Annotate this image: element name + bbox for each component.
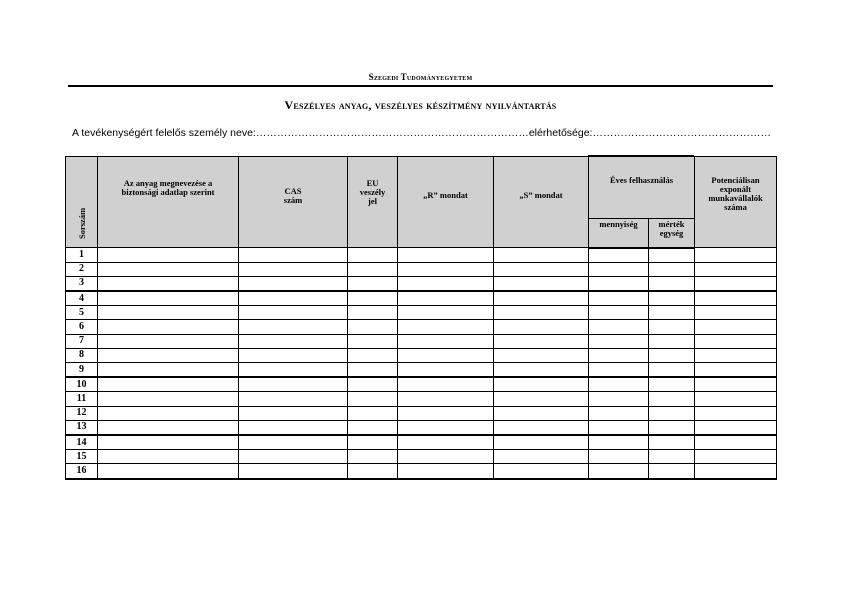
exposed-workers-cell[interactable]	[695, 450, 777, 464]
row-number: 7	[66, 334, 98, 348]
s-phrase-cell[interactable]	[494, 291, 589, 306]
substance-name-cell[interactable]	[98, 334, 239, 348]
unit-cell[interactable]	[649, 377, 695, 392]
row-number: 11	[66, 392, 98, 406]
eu-hazard-cell[interactable]	[348, 320, 398, 334]
unit-cell[interactable]	[649, 291, 695, 306]
exposed-workers-header-label: Potenciálisan exponált munkavállalók száma	[708, 175, 763, 212]
substance-name-cell[interactable]	[98, 348, 239, 362]
s-phrase-cell[interactable]	[494, 363, 589, 378]
cas-column-header	[239, 157, 348, 248]
exposed-workers-cell[interactable]	[695, 320, 777, 334]
r-phrase-header-label: „R” mondat	[423, 190, 468, 200]
eu-hazard-cell[interactable]	[348, 392, 398, 406]
r-phrase-cell[interactable]	[398, 276, 494, 291]
quantity-column-header	[589, 219, 649, 248]
s-phrase-cell[interactable]	[494, 464, 589, 479]
cas-cell[interactable]	[239, 248, 348, 263]
cas-cell[interactable]	[239, 320, 348, 334]
r-phrase-column-header	[398, 157, 494, 248]
unit-header-label: mérték egység	[658, 219, 685, 239]
r-phrase-cell[interactable]	[398, 248, 494, 263]
quantity-cell[interactable]	[589, 276, 649, 291]
s-phrase-cell[interactable]	[494, 262, 589, 276]
table-row	[66, 420, 777, 435]
substance-name-header-label: Az anyag megnevezése a biztonsági adatlap szerint	[121, 178, 215, 197]
cas-cell[interactable]	[239, 276, 348, 291]
r-phrase-cell[interactable]	[398, 348, 494, 362]
serial-column-header	[66, 157, 98, 248]
substance-name-cell[interactable]	[98, 363, 239, 378]
cas-cell[interactable]	[239, 420, 348, 435]
quantity-cell[interactable]	[589, 248, 649, 263]
eu-hazard-cell[interactable]	[348, 406, 398, 420]
eu-hazard-cell[interactable]	[348, 464, 398, 479]
r-phrase-cell[interactable]	[398, 406, 494, 420]
quantity-cell[interactable]	[589, 291, 649, 306]
unit-cell[interactable]	[649, 276, 695, 291]
exposed-workers-cell[interactable]	[695, 248, 777, 263]
unit-cell[interactable]	[649, 248, 695, 263]
r-phrase-cell[interactable]	[398, 464, 494, 479]
r-phrase-cell[interactable]	[398, 262, 494, 276]
r-phrase-cell[interactable]	[398, 450, 494, 464]
substance-name-cell[interactable]	[98, 450, 239, 464]
row-number: 16	[66, 464, 98, 479]
eu-hazard-cell[interactable]	[348, 450, 398, 464]
unit-cell[interactable]	[649, 435, 695, 450]
table-row	[66, 248, 777, 263]
exposed-workers-cell[interactable]	[695, 262, 777, 276]
row-number: 1	[66, 248, 98, 263]
quantity-cell[interactable]	[589, 435, 649, 450]
r-phrase-cell[interactable]	[398, 377, 494, 392]
eu-hazard-cell[interactable]	[348, 262, 398, 276]
table-row	[66, 306, 777, 320]
s-phrase-header-label: „S” mondat	[519, 190, 563, 200]
r-phrase-cell[interactable]	[398, 363, 494, 378]
r-phrase-cell[interactable]	[398, 320, 494, 334]
s-phrase-cell[interactable]	[494, 392, 589, 406]
table-row	[66, 262, 777, 276]
cas-cell[interactable]	[239, 262, 348, 276]
quantity-cell[interactable]	[589, 420, 649, 435]
table-row	[66, 334, 777, 348]
cas-cell[interactable]	[239, 464, 348, 479]
quantity-cell[interactable]	[589, 348, 649, 362]
r-phrase-cell[interactable]	[398, 306, 494, 320]
exposed-workers-cell[interactable]	[695, 377, 777, 392]
substance-name-cell[interactable]	[98, 406, 239, 420]
substance-name-cell[interactable]	[98, 262, 239, 276]
cas-cell[interactable]	[239, 392, 348, 406]
row-number: 10	[66, 377, 98, 392]
s-phrase-cell[interactable]	[494, 320, 589, 334]
cas-header-label: CAS szám	[283, 186, 303, 205]
row-number: 2	[66, 262, 98, 276]
substance-name-cell[interactable]	[98, 248, 239, 263]
eu-hazard-cell[interactable]	[348, 377, 398, 392]
substance-name-cell[interactable]	[98, 377, 239, 392]
quantity-cell[interactable]	[589, 464, 649, 479]
table-row	[66, 464, 777, 479]
quantity-header-label: mennyiség	[599, 219, 638, 230]
eu-hazard-cell[interactable]	[348, 291, 398, 306]
table-row	[66, 276, 777, 291]
unit-cell[interactable]	[649, 392, 695, 406]
cas-cell[interactable]	[239, 377, 348, 392]
exposed-workers-cell[interactable]	[695, 348, 777, 362]
cas-cell[interactable]	[239, 363, 348, 378]
exposed-workers-cell[interactable]	[695, 363, 777, 378]
quantity-cell[interactable]	[589, 377, 649, 392]
substance-name-cell[interactable]	[98, 420, 239, 435]
cas-cell[interactable]	[239, 291, 348, 306]
row-number: 14	[66, 435, 98, 450]
r-phrase-cell[interactable]	[398, 420, 494, 435]
eu-hazard-cell[interactable]	[348, 435, 398, 450]
exposed-workers-cell[interactable]	[695, 406, 777, 420]
unit-cell[interactable]	[649, 450, 695, 464]
substance-name-column-header	[98, 157, 239, 248]
eu-hazard-column-header	[348, 157, 398, 248]
unit-column-header	[649, 219, 695, 248]
unit-cell[interactable]	[649, 406, 695, 420]
quantity-cell[interactable]	[589, 334, 649, 348]
unit-cell[interactable]	[649, 262, 695, 276]
eu-hazard-cell[interactable]	[348, 334, 398, 348]
s-phrase-cell[interactable]	[494, 306, 589, 320]
s-phrase-cell[interactable]	[494, 420, 589, 435]
quantity-cell[interactable]	[589, 450, 649, 464]
exposed-workers-cell[interactable]	[695, 306, 777, 320]
s-phrase-cell[interactable]	[494, 334, 589, 348]
r-phrase-cell[interactable]	[398, 334, 494, 348]
substance-name-cell[interactable]	[98, 306, 239, 320]
substance-name-cell[interactable]	[98, 276, 239, 291]
cas-cell[interactable]	[239, 334, 348, 348]
s-phrase-cell[interactable]	[494, 450, 589, 464]
quantity-cell[interactable]	[589, 262, 649, 276]
cas-cell[interactable]	[239, 348, 348, 362]
r-phrase-cell[interactable]	[398, 291, 494, 306]
annual-usage-header-label: Éves felhasználás	[609, 175, 674, 185]
register-body	[66, 248, 777, 479]
table-row	[66, 435, 777, 450]
unit-cell[interactable]	[649, 363, 695, 378]
eu-hazard-cell[interactable]	[348, 248, 398, 263]
hazardous-substance-register-table	[65, 156, 777, 480]
s-phrase-cell[interactable]	[494, 276, 589, 291]
s-phrase-cell[interactable]	[494, 435, 589, 450]
eu-hazard-header-label: EU veszély jel	[359, 178, 386, 206]
cas-cell[interactable]	[239, 306, 348, 320]
s-phrase-cell[interactable]	[494, 348, 589, 362]
exposed-workers-cell[interactable]	[695, 334, 777, 348]
eu-hazard-cell[interactable]	[348, 276, 398, 291]
unit-cell[interactable]	[649, 348, 695, 362]
table-row	[66, 377, 777, 392]
eu-hazard-cell[interactable]	[348, 348, 398, 362]
exposed-workers-cell[interactable]	[695, 435, 777, 450]
substance-name-cell[interactable]	[98, 435, 239, 450]
table-row	[66, 406, 777, 420]
substance-name-cell[interactable]	[98, 320, 239, 334]
table-row	[66, 348, 777, 362]
unit-cell[interactable]	[649, 306, 695, 320]
table-row	[66, 363, 777, 378]
row-number: 12	[66, 406, 98, 420]
table-row	[66, 450, 777, 464]
annual-usage-column-header	[589, 157, 695, 219]
exposed-workers-column-header	[695, 157, 777, 248]
exposed-workers-cell[interactable]	[695, 464, 777, 479]
r-phrase-cell[interactable]	[398, 435, 494, 450]
quantity-cell[interactable]	[589, 363, 649, 378]
exposed-workers-cell[interactable]	[695, 420, 777, 435]
quantity-cell[interactable]	[589, 392, 649, 406]
quantity-cell[interactable]	[589, 306, 649, 320]
s-phrase-cell[interactable]	[494, 377, 589, 392]
header-rule	[68, 85, 773, 87]
substance-name-cell[interactable]	[98, 392, 239, 406]
cas-cell[interactable]	[239, 435, 348, 450]
table-row	[66, 320, 777, 334]
unit-cell[interactable]	[649, 334, 695, 348]
eu-hazard-cell[interactable]	[348, 420, 398, 435]
unit-cell[interactable]	[649, 464, 695, 479]
exposed-workers-cell[interactable]	[695, 291, 777, 306]
s-phrase-cell[interactable]	[494, 406, 589, 420]
cas-cell[interactable]	[239, 406, 348, 420]
row-number: 13	[66, 420, 98, 435]
r-phrase-cell[interactable]	[398, 392, 494, 406]
exposed-workers-cell[interactable]	[695, 392, 777, 406]
document-title: Veszélyes anyag, veszélyes készítmény nyilvántartás	[284, 98, 557, 112]
unit-cell[interactable]	[649, 320, 695, 334]
substance-name-cell[interactable]	[98, 464, 239, 479]
row-number: 15	[66, 450, 98, 464]
row-number: 4	[66, 291, 98, 306]
row-number: 9	[66, 363, 98, 378]
row-number: 8	[66, 348, 98, 362]
table-row	[66, 392, 777, 406]
row-number: 5	[66, 306, 98, 320]
s-phrase-cell[interactable]	[494, 248, 589, 263]
eu-hazard-cell[interactable]	[348, 306, 398, 320]
row-number: 6	[66, 320, 98, 334]
serial-header-label: Sorszám	[76, 207, 87, 239]
cas-cell[interactable]	[239, 450, 348, 464]
substance-name-cell[interactable]	[98, 291, 239, 306]
table-row	[66, 291, 777, 306]
eu-hazard-cell[interactable]	[348, 363, 398, 378]
exposed-workers-cell[interactable]	[695, 276, 777, 291]
quantity-cell[interactable]	[589, 320, 649, 334]
s-phrase-column-header	[494, 157, 589, 248]
university-name: Szegedi Tudományegyetem	[368, 72, 473, 82]
unit-cell[interactable]	[649, 420, 695, 435]
responsible-person-line: A tevékenységért felelős személy neve:……………………………………………………………………elérhetősége:……………………………………………	[72, 127, 771, 139]
quantity-cell[interactable]	[589, 406, 649, 420]
row-number: 3	[66, 276, 98, 291]
